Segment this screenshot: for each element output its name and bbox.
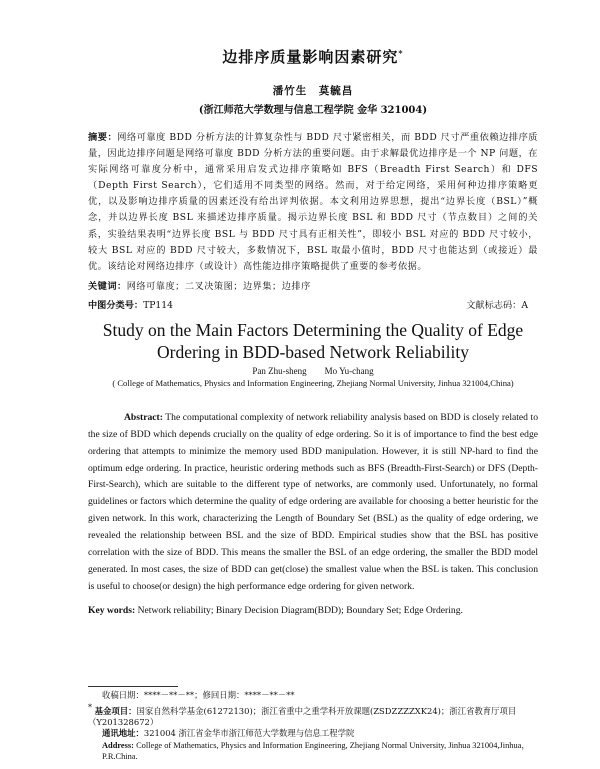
- english-abstract-label: Abstract:: [124, 411, 163, 423]
- english-keywords-text: Network reliability; Binary Decision Diagram(BDD); Boundary Set; Edge Ordering.: [137, 604, 463, 616]
- chinese-abstract-text: 网络可靠度 BDD 分析方法的计算复杂性与 BDD 尺寸紧密相关，而 BDD 尺寸严重依赖边排序质量，因此边排序问题是网络可靠度 BDD 分析方法的重要问题。由于求解最优边排序是一个 NP 问题，在实际网络可靠度分析中，通常采用启发式边排序策略如 BFS（Breadth First Search）和 DFS（Depth First Search），它们适用不同类型的网络。然而，对于给定网络，采用何种边排序策略更优，以及影响边排序质量的因素还没有给出评判依据。本文利用边界思想，提出“边界长度（BSL）”概念，并以边界长度 BSL 来描述边排序质量。揭示边界长度 BSL 和 BDD 尺寸（节点数目）之间的关系，实验结果表明“边界长度 BSL 与 BDD 尺寸具有正相关性”，即较小 BSL 对应的 BDD 尺寸较小，较大 BSL 对应的 BDD 尺寸较大，多数情况下，BSL 取最小值时，BDD 尺寸也能达到（或接近）最优。该结论对网络边排序（或设计）高性能边排序策略提供了重要的参考依据。: [88, 132, 538, 272]
- chinese-authors: 潘竹生 莫毓昌: [272, 85, 354, 97]
- english-abstract-text: The computational complexity of network reliability analysis based on BDD is closely related to the size of BDD which depends crucially on the quality of edge ordering. So it is of importance to find the best edge ordering that attempts to minimize the memory used BDD manipulation. However, it is still NP-hard to find the optimum edge ordering. In practice, heuristic ordering methods such as BFS (Breadth-First-Search) or DFS (Depth-First-Search), which are suitable to the different type of networks, are commonly used. Unfortunately, no formal guidelines or factors which determine the quality of edge ordering are available for choosing a better heuristic for the given network. In this work, characterizing the Length of Boundary Set (BSL) as the quality of edge ordering, we revealed the relationship between BSL and the size of BDD. Empirical studies show that the BSL has positive correlation with the size of BDD. This means the smaller the BSL of an edge ordering, the smaller the BDD model generated. In most cases, the size of BDD can get(close) the smallest value when the BSL is taken. This conclusion is useful to choose(or design) the high performance edge ordering for given network.: [88, 411, 538, 592]
- footnote-fund: * 基金项目：国家自然科学基金(61272130)；浙江省重中之重学科开放课题(ZSDZZZZXK24)；浙江省教育厅项目（Y201328672）: [88, 702, 517, 727]
- english-affiliation: ( College of Mathematics, Physics and Information Engineering, Zhejiang Normal University, Jinhua 321004,China): [112, 377, 514, 388]
- chinese-keywords-label: 关键词：: [88, 280, 127, 292]
- english-title: [88, 319, 538, 363]
- chinese-abstract: [88, 130, 538, 275]
- footnote-address: [88, 740, 538, 763]
- title-footnote-mark: *: [398, 48, 404, 58]
- footnote-address-label: Address:: [102, 740, 134, 750]
- english-title-line-1: Study on the Main Factors Determining the Quality of Edge: [102, 319, 524, 340]
- classification-number: [88, 299, 173, 313]
- footnote-divider: [88, 686, 178, 687]
- chinese-affiliation: (浙江师范大学数理与信息工程学院 金华 321004): [198, 105, 428, 116]
- chinese-keywords-text: 网络可靠度；二叉决策图；边界集；边排序: [126, 280, 311, 292]
- english-abstract: [88, 410, 538, 596]
- chinese-title: 边排序质量影响因素研究*: [222, 48, 404, 66]
- document-code-label: 文献标志码：: [466, 299, 522, 311]
- classification-row: [88, 299, 538, 313]
- document-code-value: A: [521, 299, 528, 311]
- english-authors: Pan Zhu-sheng Mo Yu-chang: [252, 365, 374, 376]
- footnote-contact: [88, 728, 538, 740]
- footnote-received: 收稿日期：****－**－**；修回日期：****－**－**: [102, 690, 295, 700]
- footnote-fund-label: 基金项目：: [94, 705, 137, 716]
- document-code: [466, 299, 528, 313]
- footnote-address-text: College of Mathematics, Physics and Information Engineering, Zhejiang Normal University, Jinhua 321004,Jinhua，P.R.China.: [102, 740, 530, 762]
- footnote-fund-text: 国家自然科学基金(61272130)；浙江省重中之重学科开放课题(ZSDZZZZXK24)；浙江省教育厅项目（Y201328672）: [88, 705, 517, 727]
- english-keywords: [88, 604, 538, 618]
- chinese-keywords: [88, 279, 538, 295]
- english-title-line-2: Ordering in BDD-based Network Reliability: [156, 341, 470, 362]
- chinese-abstract-label: 摘要：: [88, 132, 118, 143]
- footnote-contact-label: 通讯地址：: [102, 728, 144, 739]
- footnote-contact-text: 321004 浙江省金华市浙江师范大学数理与信息工程学院: [143, 728, 355, 739]
- classification-label: 中图分类号：: [88, 299, 144, 311]
- english-keywords-label: Key words:: [88, 604, 136, 616]
- footnotes: [88, 690, 538, 763]
- classification-value: TP114: [143, 299, 173, 311]
